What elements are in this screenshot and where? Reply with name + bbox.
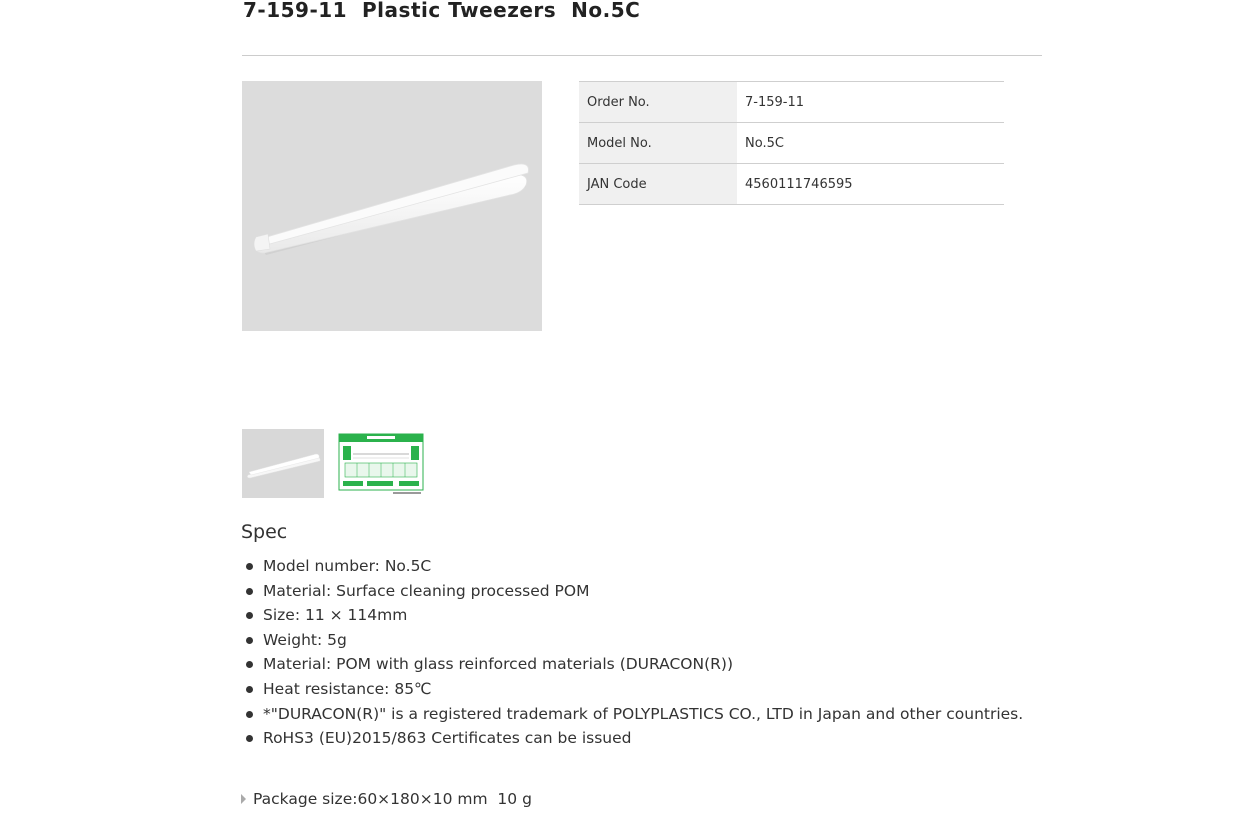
bullet-icon (246, 588, 253, 595)
bullet-icon (246, 637, 253, 644)
spec-item-text: Weight: 5g (263, 630, 347, 649)
spec-heading: Spec (241, 521, 288, 543)
spec-item-text: Size: 11 × 114mm (263, 606, 408, 625)
model-no-value: No.5C (745, 135, 784, 151)
title-divider (242, 55, 1042, 56)
jan-code-value: 4560111746595 (745, 176, 853, 192)
list-item (241, 603, 1023, 628)
spec-item-text: Material: Surface cleaning processed POM (263, 581, 590, 600)
spec-item-text: Material: POM with glass reinforced materials (DURACON(R)) (263, 655, 734, 674)
order-no-label: Order No. (579, 82, 737, 123)
model-no-label: Model No. (579, 123, 737, 164)
table-row (579, 82, 1004, 123)
table-row (579, 123, 1004, 164)
bullet-icon (246, 735, 253, 742)
bullet-icon (246, 686, 253, 693)
thumbnail-product-sheet[interactable] (337, 429, 425, 498)
spec-list (241, 554, 1023, 751)
product-info-table (579, 81, 1004, 205)
list-item (241, 628, 1023, 653)
spec-item-text: Heat resistance: 85℃ (263, 679, 432, 698)
spec-item-text: *"DURACON(R)" is a registered trademark of POLYPLASTICS CO., LTD in Japan and other countries. (263, 704, 1024, 723)
list-item (241, 726, 1023, 751)
tweezers-image (242, 81, 542, 331)
list-item (241, 554, 1023, 579)
triangle-right-icon (241, 794, 246, 804)
list-item (241, 579, 1023, 604)
table-row (579, 164, 1004, 205)
package-size-text: Package size:60×180×10 mm 10 g (253, 790, 532, 808)
bullet-icon (246, 612, 253, 619)
package-size (241, 790, 532, 808)
main-product-image[interactable] (242, 81, 542, 331)
list-item (241, 702, 1023, 727)
bullet-icon (246, 563, 253, 570)
jan-code-label: JAN Code (579, 164, 737, 205)
list-item (241, 652, 1023, 677)
list-item (241, 677, 1023, 702)
thumbnail-product[interactable] (242, 429, 324, 498)
page-title: 7-159-11 Plastic Tweezers No.5C (243, 0, 641, 22)
spec-item-text: RoHS3 (EU)2015/863 Certificates can be issued (263, 729, 632, 748)
tweezers-thumbnail (242, 429, 324, 498)
product-sheet-thumbnail (337, 429, 425, 498)
bullet-icon (246, 661, 253, 668)
order-no-value: 7-159-11 (745, 94, 805, 110)
bullet-icon (246, 711, 253, 718)
spec-item-text: Model number: No.5C (263, 557, 432, 575)
